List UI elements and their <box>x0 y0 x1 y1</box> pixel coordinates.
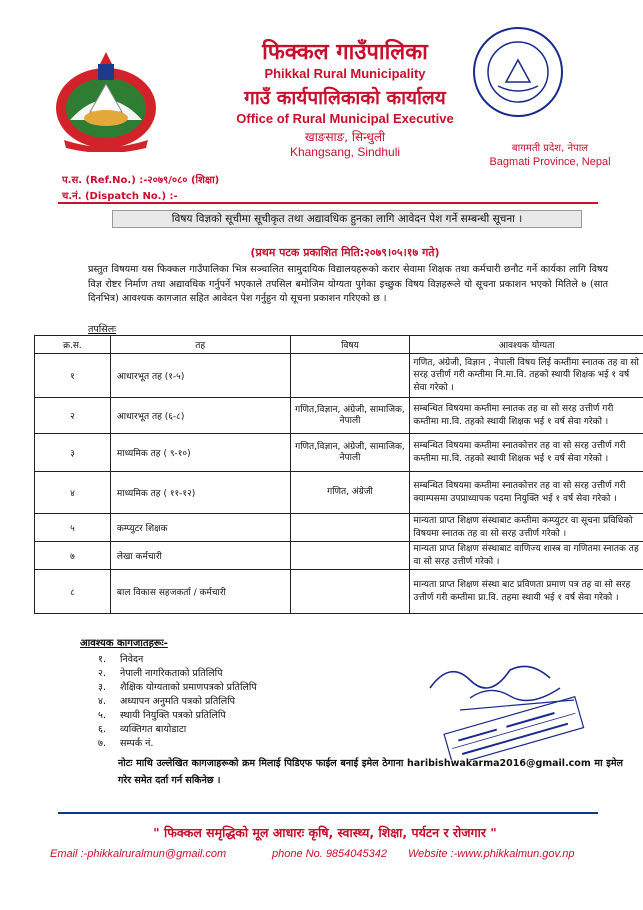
row-sn: ५ <box>35 514 111 542</box>
row-subject <box>290 570 410 614</box>
footer-email: Email :-phikkalruralmun@gmail.com <box>50 848 227 860</box>
table-label: तपसिलः <box>88 324 117 335</box>
footer-phone: phone No. 9854045342 <box>272 848 387 860</box>
office-name-np: गाउँ कार्यपालिकाको कार्यालय <box>244 87 446 109</box>
notice-subject: विषय विज्ञको सूचीमा सूचीकृत तथा अद्यावधिक हुनका लागि आवेदन पेश गर्ने सम्बन्धी सूचना । <box>112 210 582 228</box>
list-text: स्थायी नियुक्ति पत्रको प्रतिलिपि <box>120 710 226 721</box>
row-level: कम्प्युटर शिक्षक <box>110 514 290 542</box>
list-number: ४. <box>98 696 106 707</box>
row-sn: ३ <box>35 434 111 472</box>
column-header-level: तह <box>110 336 290 354</box>
table-row <box>35 354 643 398</box>
documents-title: आवश्यक कागजातहरूः- <box>80 638 168 649</box>
table-header-row <box>35 336 643 354</box>
list-item <box>98 708 226 721</box>
row-sn: ७ <box>35 542 111 570</box>
table-row <box>35 542 643 570</box>
list-number: २. <box>98 668 106 679</box>
row-sn: ४ <box>35 472 111 514</box>
dispatch-number: च.नं. (Dispatch No.) :- <box>62 191 178 202</box>
publication-date: (प्रथम पटक प्रकाशित मिति:२०७९।०५।१७ गते) <box>250 246 440 259</box>
column-header-sn: क्र.स. <box>35 336 111 354</box>
row-subject <box>290 542 410 570</box>
office-name-en: Office of Rural Municipal Executive <box>236 111 454 126</box>
address-np: खाङसाङ, सिन्धुली <box>304 130 386 144</box>
municipality-name-en: Phikkal Rural Municipality <box>264 66 426 81</box>
row-subject <box>290 354 410 398</box>
province-np: बागमती प्रदेश, नेपाल <box>511 143 589 154</box>
row-subject: गणित, अंग्रेजी <box>290 472 410 514</box>
municipality-name-np: फिक्कल गाउँपालिका <box>262 40 428 65</box>
row-level: माध्यमिक तह ( ११-१२) <box>110 472 290 514</box>
list-text: व्यक्तिगत बायोडाटा <box>120 724 187 735</box>
list-text: अध्यापन अनुमति पत्रको प्रतिलिपि <box>120 696 236 707</box>
list-item <box>98 680 257 693</box>
table-row <box>35 472 643 514</box>
header-divider <box>58 202 598 204</box>
row-subject: गणित,विज्ञान, अंग्रेजी, सामाजिक, नेपाली <box>290 398 410 434</box>
submission-note: नोटः माथि उल्लेखित कागजाहरूको क्रम मिलाई पिडिएफ फाईल बनाई इमेल ठेगाना haribishwakarma2016@gmail.com मा इमेल गरेर समेत दर्ता गर्न सकिनेछ । <box>118 758 623 786</box>
row-subject <box>290 514 410 542</box>
list-number: ३. <box>98 682 106 693</box>
list-item <box>98 722 186 735</box>
list-text: निवेदन <box>120 654 144 665</box>
table-row <box>35 434 643 472</box>
table-row <box>35 514 643 542</box>
table-row <box>35 570 643 614</box>
list-item <box>98 694 235 707</box>
list-number: ७. <box>98 738 106 749</box>
row-qualification: मान्यता प्राप्त शिक्षण संस्था बाट प्रविणता प्रमाण पत्र तह वा सो सरह उत्तीर्ण गरी कम्तीमा प्रा.वि. तहमा स्थायी भई १ वर्ष सेवा गरेको । <box>410 570 643 614</box>
list-number: ५. <box>98 710 106 721</box>
footer-website: Website :-www.phikkalmun.gov.np <box>408 848 575 860</box>
signature-stamp-icon <box>410 640 590 760</box>
list-item <box>98 652 143 665</box>
row-qualification: सम्बन्धित विषयमा कम्तीमा स्नातकोत्तर तह वा सो सरह उत्तीर्ण गरी क्याम्पसमा उपप्राध्यापक पदमा नियुक्ति भई १ वर्ष सेवा गरेको । <box>410 472 643 514</box>
row-sn: २ <box>35 398 111 434</box>
row-qualification: गणित, अंग्रेजी, विज्ञान , नेपाली विषय लिई कम्तीमा स्नातक तह वा सो सरह उत्तीर्ण गरी कम्तीमा नि.मा.वि. तहको स्थायी शिक्षक भई १ वर्ष सेवा गरेको । <box>410 354 643 398</box>
nepal-emblem-icon <box>50 50 162 152</box>
province-en: Bagmati Province, Nepal <box>489 156 611 168</box>
row-sn: १ <box>35 354 111 398</box>
row-qualification: सम्बन्धित विषयमा कम्तीमा स्नातक तह वा सो सरह उत्तीर्ण गरी कम्तीमा मा.वि. तहको स्थायी शिक्षक भई १ वर्ष सेवा गरेको । <box>410 398 643 434</box>
row-qualification: मान्यता प्राप्त शिक्षण संस्थाबाट वाणिज्य शास्त्र वा गणितमा स्नातक तह वा सो सरह उत्तीर्ण गरेको । <box>410 542 643 570</box>
row-level: माध्यमिक तह ( ९-१०) <box>110 434 290 472</box>
notice-intro: प्रस्तुत विषयमा यस फिक्कल गाउँपालिका भित्र सञ्चालित सामुदायिक विद्यालयहरूको करार सेवामा शिक्षक तथा कर्मचारी छनौट गर्ने कार्यका लागि विषय विज्ञ रोष्टर निर्माण तथा अद्यावधिक गर्नुपर्ने भएकाले तपसिल बमोजिम योग्यता पुगेका इच्छुक विषय विज्ञहरूले यो सूचना प्रकाशन भएको मितिले ७ (सात दिनभित्र) आवश्यक कागजात सहित आवेदन पेश गर्नुहुन यो सूचना प्रकाशन गरिएको छ । <box>88 264 608 304</box>
requirements-table <box>34 335 643 614</box>
list-item <box>98 736 153 749</box>
table-row <box>35 398 643 434</box>
footer-slogan: " फिक्कल समृद्धिको मूल आधारः कृषि, स्वास्थ्य, शिक्षा, पर्यटन र रोजगार " <box>153 825 497 840</box>
row-level: आधारभूत तह (१-५) <box>110 354 290 398</box>
column-header-subject: विषय <box>290 336 410 354</box>
footer-divider <box>58 812 598 814</box>
reference-number: प.स. (Ref.No.) :-२०७९/०८० (शिक्षा) <box>62 175 220 186</box>
address-en: Khangsang, Sindhuli <box>289 145 401 159</box>
list-text: सम्पर्क नं. <box>120 738 154 749</box>
row-qualification: सम्बन्धित विषयमा कम्तीमा स्नातकोत्तर तह वा सो सरह उत्तीर्ण गरी कम्तीमा मा.वि. तहको स्थायी शिक्षक भई १ वर्ष सेवा गरेको । <box>410 434 643 472</box>
list-text: नेपाली नागरिकताको प्रतिलिपि <box>120 668 223 679</box>
row-subject: गणित,विज्ञान, अंग्रेजी, सामाजिक, नेपाली <box>290 434 410 472</box>
row-qualification: मान्यता प्राप्त शिक्षण संस्थाबाट कम्तीमा कम्प्युटर वा सूचना प्रविधिको विषयमा स्नातक तह वा सो सरह उत्तीर्ण गरेको । <box>410 514 643 542</box>
list-number: ६. <box>98 724 106 735</box>
row-level: आधारभूत तह (६-८) <box>110 398 290 434</box>
list-number: १. <box>98 654 106 665</box>
list-item <box>98 666 222 679</box>
row-sn: ८ <box>35 570 111 614</box>
row-level: लेखा कर्मचारी <box>110 542 290 570</box>
list-text: शैक्षिक योग्यताको प्रमाणपत्रको प्रतिलिपि <box>120 682 257 693</box>
row-level: बाल विकास सहजकर्ता / कर्मचारी <box>110 570 290 614</box>
column-header-qualification: आवश्यक योग्यता <box>410 336 643 354</box>
